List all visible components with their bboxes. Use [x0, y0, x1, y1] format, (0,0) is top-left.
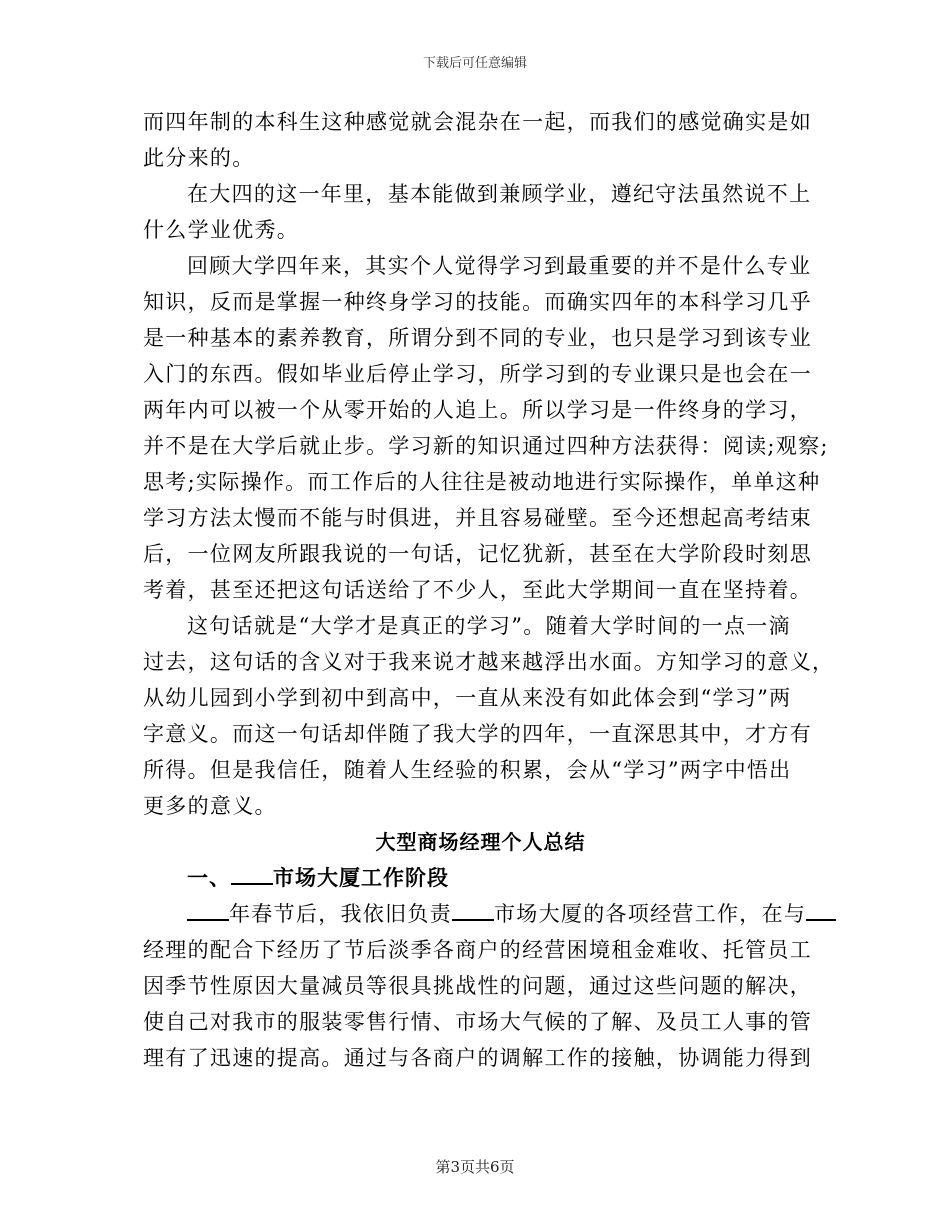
text-line: 两年内可以被一个从零开始的人追上。所以学习是一件终身的学习，: [143, 398, 812, 422]
text-line: 入门的东西。假如毕业后停止学习，所学习到的专业课只是也会在一: [143, 362, 812, 386]
document-body: [143, 104, 835, 1076]
heading-text: 市场大厦工作阶段: [273, 865, 449, 890]
text-line: 是一种基本的素养教育，所谓分到不同的专业，也只是学习到该专业: [143, 326, 812, 350]
text-line: 并不是在大学后就止步。学习新的知识通过四种方法获得：阅读;观察;: [143, 434, 829, 458]
page-footer: 第3页共6页: [435, 1158, 515, 1176]
text-line: 所得。但是我信任，随着人生经验的积累，会从“学习”两字中悟出: [143, 758, 792, 782]
text-line: 什么学业优秀。: [143, 218, 300, 242]
text-line: 更多的意义。: [143, 794, 277, 818]
fill-blank: [806, 899, 836, 921]
text-line: 回顾大学四年来，其实个人觉得学习到最重要的并不是什么专业: [187, 254, 812, 278]
fill-blank: [231, 863, 273, 885]
text-line: 而四年制的本科生这种感觉就会混杂在一起，而我们的感觉确实是如: [143, 110, 812, 134]
text-line: 经理的配合下经历了节后淡季各商户的经营困境租金难收、托管员工: [143, 938, 812, 962]
text-line: 字意义。而这一句话却伴随了我大学的四年，一直深思其中，才方有: [143, 722, 812, 746]
text-line: 知识，反而是掌握一种终身学习的技能。而确实四年的本科学习几乎: [143, 290, 812, 314]
section-heading: [143, 860, 808, 896]
text-line: 后，一位网友所跟我说的一句话，记忆犹新，甚至在大学阶段时刻思: [143, 542, 812, 566]
text-line: 因季节性原因大量减员等很具挑战性的问题，通过这些问题的解决，: [143, 974, 812, 998]
fill-blank: [187, 899, 229, 921]
text-line: 过去，这句话的含义对于我来说才越来越浮出水面。方知学习的意义，: [143, 650, 835, 674]
text-line: 理有了迅速的提高。通过与各商户的调解工作的接触，协调能力得到: [143, 1046, 812, 1070]
text-line: 考着，甚至还把这句话送给了不少人，至此大学期间一直在坚持着。: [143, 578, 812, 602]
section-title: 大型商场经理个人总结: [375, 830, 586, 854]
page-header: 下载后可任意编辑: [422, 56, 527, 71]
text-line: 在大四的这一年里，基本能做到兼顾学业，遵纪守法虽然说不上: [187, 182, 812, 206]
text-line: 从幼儿园到小学到初中到高中，一直从来没有如此体会到“学习”两: [143, 686, 792, 710]
text-line: 学习方法太慢而不能与时俱进，并且容易碰壁。至今还想起高考结束: [143, 506, 812, 530]
text-line: 使自己对我市的服装零售行情、市场大气候的了解、及员工人事的管: [143, 1010, 812, 1034]
text-line: 这句话就是“大学才是真正的学习”。随着大学时间的一点一滴: [187, 614, 791, 638]
fill-blank: [452, 899, 494, 921]
text-line: 思考;实际操作。而工作后的人往往是被动地进行实际操作，单单这种: [143, 470, 821, 494]
heading-number: 一、: [187, 865, 231, 890]
text-line: 此分来的。: [143, 146, 255, 170]
text-line: 年春节后，我依旧负责 市场大厦的各项经营工作，在与: [143, 896, 808, 932]
